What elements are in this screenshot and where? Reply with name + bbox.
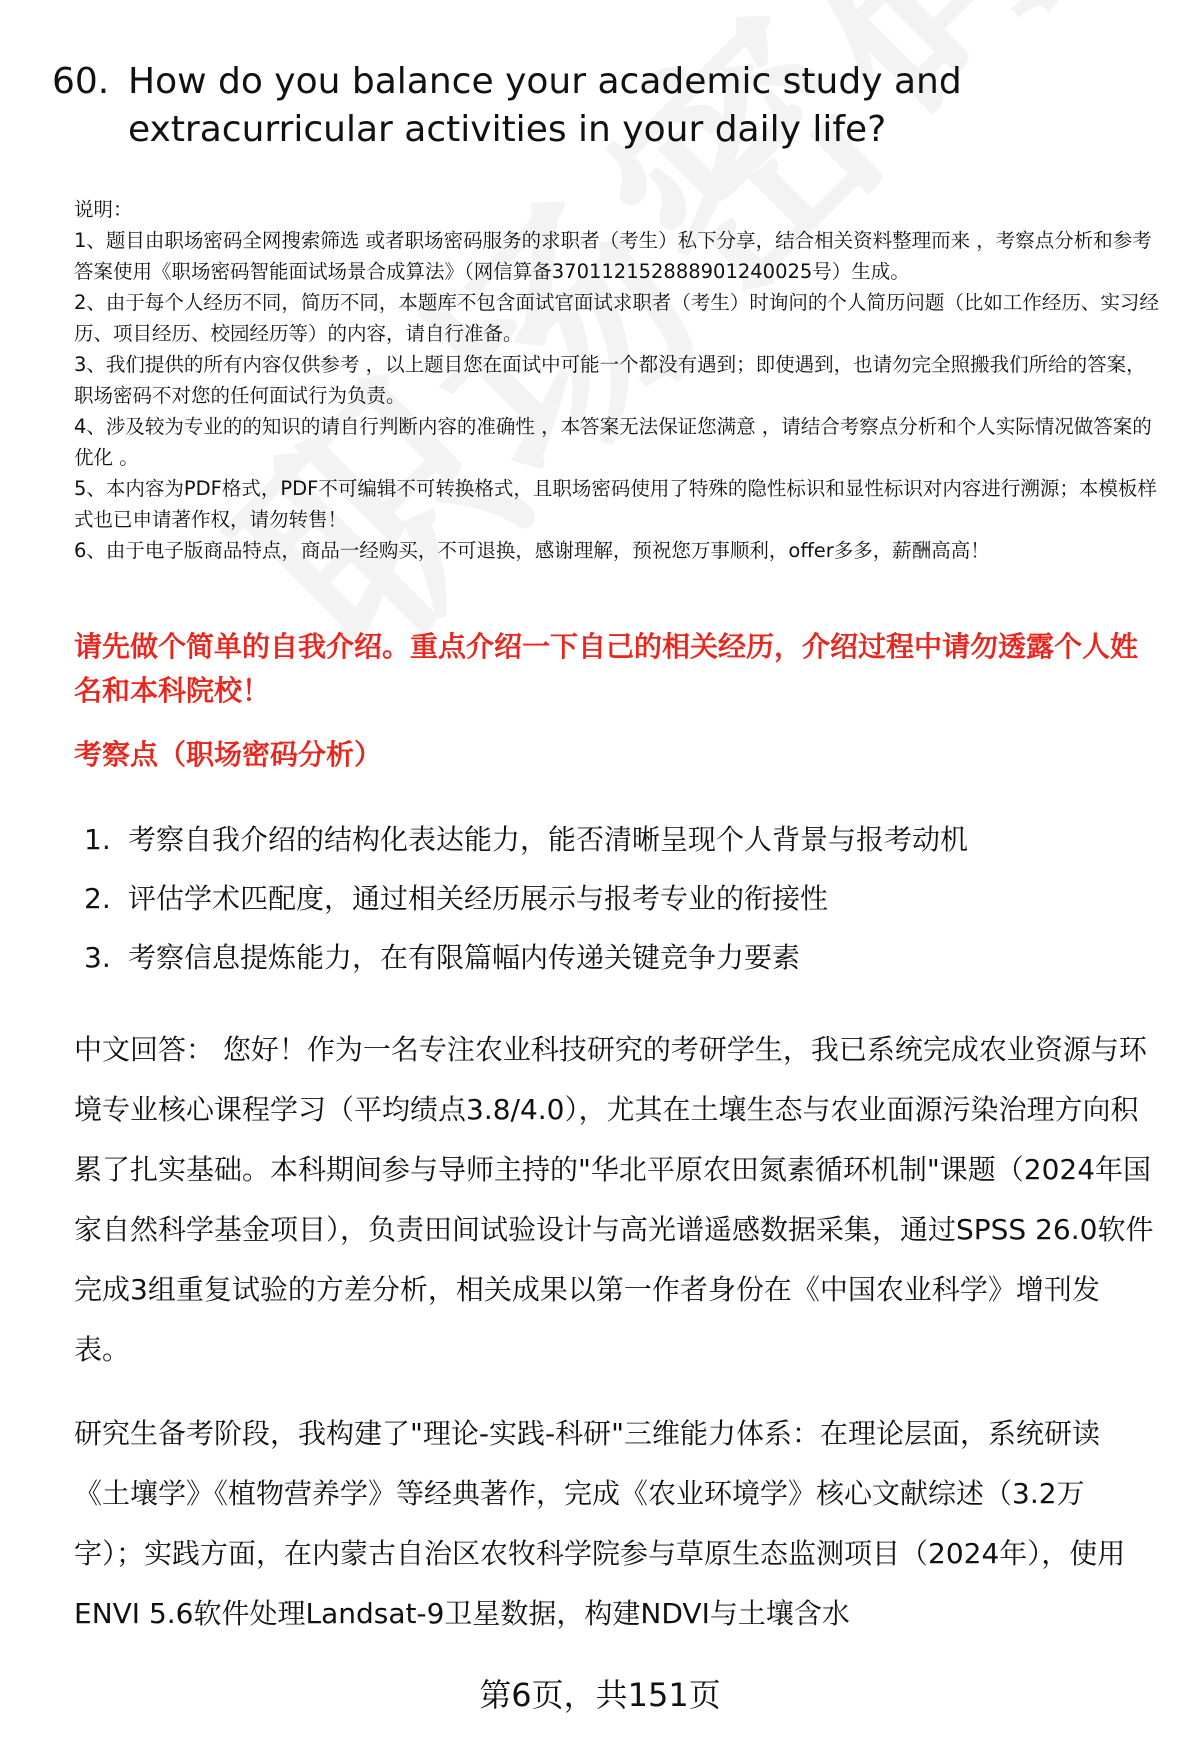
point-text: 评估学术匹配度，通过相关经历展示与报考专业的衔接性 — [128, 882, 829, 915]
notes-heading: 说明： — [74, 198, 133, 221]
point-number: 3. — [84, 941, 111, 974]
analysis-point — [84, 869, 1144, 928]
analysis-points — [84, 810, 1144, 987]
point-text: 考察信息提炼能力，在有限篇幅内传递关键竞争力要素 — [128, 941, 801, 974]
question-text: How do you balance your academic study and extracurricular activities in your daily life? — [128, 61, 962, 150]
analysis-point — [84, 810, 1144, 869]
note-item: 2、由于每个人经历不同，简历不同，本题库不包含面试官面试求职者（考生）时询问的个人简历问题（比如工作经历、实习经历、项目经历、校园经历等）的内容，请自行准备。 — [74, 291, 1159, 345]
answer-paragraph: 研究生备考阶段，我构建了"理论-实践-科研"三维能力体系：在理论层面，系统研读《土壤学》《植物营养学》等经典著作，完成《农业环境学》核心文献综述（3.2万字）；实践方面，在内蒙古自治区农牧科学院参与草原生态监测项目（2024年），使用ENVI 5.6软件处理Landsat-9卫星数据，构建NDVI与土壤含水 — [74, 1417, 1126, 1630]
question-title — [52, 58, 1152, 154]
notes-section — [74, 194, 1159, 566]
analysis-point — [84, 928, 1144, 987]
answer-section — [74, 1020, 1154, 1644]
note-item: 4、涉及较为专业的的知识的请自行判断内容的准确性 ，本答案无法保证您满意 ，请结合考察点分析和个人实际情况做答案的优化 。 — [74, 415, 1152, 469]
page-number: 第6页，共151页 — [479, 1676, 721, 1714]
note-item: 5、本内容为PDF格式，PDF不可编辑不可转换格式，且职场密码使用了特殊的隐性标识和显性标识对内容进行溯源；本模板样式也已申请著作权，请勿转售！ — [74, 477, 1157, 531]
interview-prompt: 请先做个简单的自我介绍。重点介绍一下自己的相关经历，介绍过程中请勿透露个人姓名和本科院校！ — [74, 630, 1139, 707]
analysis-title: 考察点（职场密码分析） — [74, 738, 383, 771]
point-text: 考察自我介绍的结构化表达能力，能否清晰呈现个人背景与报考动机 — [128, 823, 969, 856]
answer-paragraph: 中文回答： 您好！作为一名专注农业科技研究的考研学生，我已系统完成农业资源与环境专业核心课程学习（平均绩点3.8/4.0），尤其在土壤生态与农业面源污染治理方向积累了扎实基础。本科期间参与导师主持的"华北平原农田氮素循环机制"课题（2024年国家自然科学基金项目），负责田间试验设计与高光谱遥感数据采集，通过SPSS 26.0软件完成3组重复试验的方差分析，相关成果以第一作者身份在《中国农业科学》增刊发表。 — [74, 1033, 1154, 1366]
note-item: 1、题目由职场密码全网搜索筛选 或者职场密码服务的求职者（考生）私下分享，结合相关资料整理而来 ，考察点分析和参考答案使用《职场密码智能面试场景合成算法》（网信算备370112152888901240025号）生成。 — [74, 229, 1152, 283]
note-item: 3、我们提供的所有内容仅供参考 ，以上题目您在面试中可能一个都没有遇到；即使遇到，也请勿完全照搬我们所给的答案，职场密码不对您的任何面试行为负责。 — [74, 353, 1146, 407]
point-number: 2. — [84, 882, 111, 915]
note-item: 6、由于电子版商品特点，商品一经购买，不可退换，感谢理解，预祝您万事顺利，offer多多，薪酬高高！ — [74, 539, 990, 562]
point-number: 1. — [84, 823, 111, 856]
question-number: 60. — [52, 61, 110, 102]
